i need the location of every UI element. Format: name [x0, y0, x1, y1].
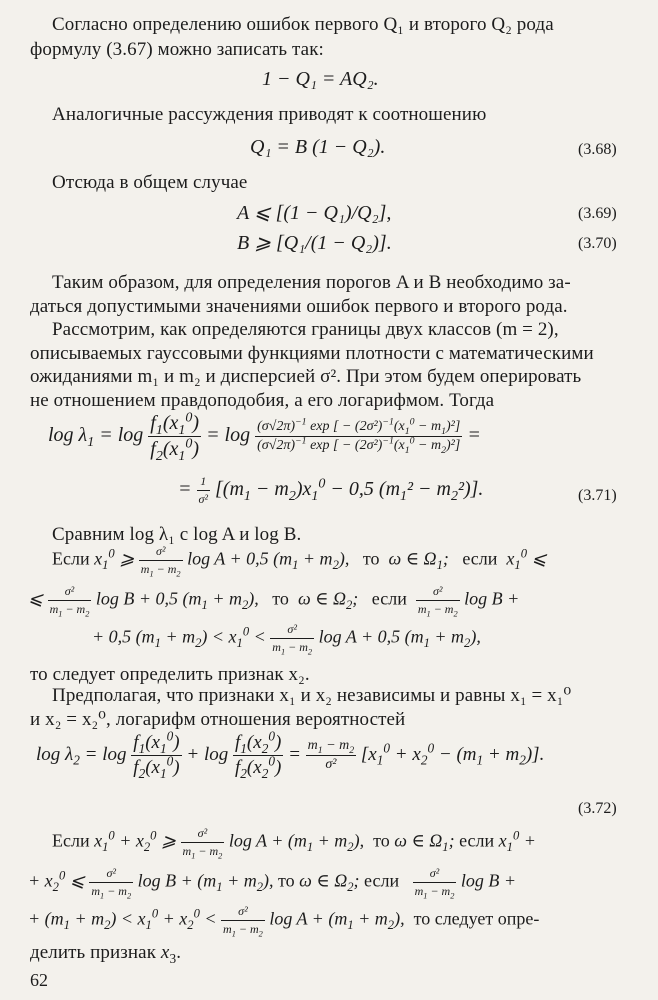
condition-line-1: Если $x_1^0$ ⩾ $\frac{\text{σ²}}{m_1 - m_2}$ log A + 0,5 $(m_1 + m_2)$, то ω ∈ $\Omega_1$; если $x_1^0$ ⩽ [52, 544, 547, 579]
condition2-line-1: Если $x_1^0 + x_2^0$ ⩾ $\frac{\text{σ²}}{m_1 - m_2}$ $\log A + (m_1 + m_2)$, то ω ∈ $\Omega_1$; если $x_1^0$ + [52, 826, 536, 861]
condition-line-2: ⩽ $\frac{\text{σ²}}{m_1 - m_2}$ log B + 0,5 $(m_1 + m_2)$, то ω ∈ $\Omega_2$; если $\frac{\text{σ²}}{m_1 - m_2}$ log B + [28, 584, 520, 619]
paragraph-line: Отсюда в общем случае [52, 172, 248, 193]
paragraph-line: не отношением правдоподобия, а его логарифмом. Тогда [30, 390, 495, 411]
condition-line-3: + 0,5 $(m_1 + m_2) < x_1^0$ < $\frac{\text{σ²}}{m_1 - m_2}$ log A + 0,5 $(m_1 + m_2)$, [92, 622, 481, 657]
equation-3-71-line-2: = $\frac{1}{\text{σ²}}$ [$(m_1 - m_2)x_1^0 - 0,5$ $(m_1^2 - m_2^2)$]. [178, 474, 484, 506]
paragraph-line: и x₂ = x₂⁰, логарифм отношения вероятностей [30, 709, 406, 730]
paragraph-line: ожиданиями m₁ и m₂ и дисперсией σ². При этом будем оперировать [30, 366, 582, 387]
equation: 1 − Q₁ = AQ₂. [262, 68, 379, 90]
equation-number: (3.68) [578, 141, 617, 158]
paragraph-line: Сравним log λ₁ с log A и log B. [52, 524, 302, 545]
paragraph-line: делить признак $x_3$. [30, 942, 182, 966]
equation-number: (3.70) [578, 235, 617, 252]
equation-number: (3.71) [578, 487, 617, 504]
paragraph-line: Согласно определению ошибок первого Q₁ и второго Q₂ рода [52, 14, 554, 35]
paragraph-line: описываемых гауссовыми функциями плотности с математическими [30, 343, 594, 364]
equation-3-72: $\log \lambda_2 = \log$ $\frac{f_1(x_1^0)}{f_2(x_1^0)}$ + log $\frac{f_1(x_2^0)}{f_2(x_2^0)}$ = $\frac{m_1 - m_2}{\text{σ²}}$ $[x_1^0 + x_2^0 - (m_1 + m_2)]$. [36, 728, 545, 781]
paragraph-line: Рассмотрим, как определяются границы двух классов (m = 2), [52, 319, 559, 340]
equation-3-70: B ⩾ [Q₁/(1 − Q₂)]. [237, 232, 392, 254]
equation-3-69: A ⩽ [(1 − Q₁)/Q₂], [237, 202, 392, 224]
paragraph-line: Аналогичные рассуждения приводят к соотношению [52, 104, 487, 125]
equation-number: (3.69) [578, 205, 617, 222]
paragraph-line: то следует определить признак x₂. [30, 664, 310, 685]
equation-number: (3.72) [578, 800, 617, 817]
paragraph-line: формулу (3.67) можно записать так: [30, 39, 324, 60]
equation-3-71-line-1: $\log \lambda_1 = \log$ $\frac{f_1(x_1^0)}{f_2(x_1^0)}$ = log $\frac{(\sigma√2\pi)^{-1} \exp [ - (2\sigma^2)^{-1}(x_1^0 - m_1)^2]}{(\sigma√2\pi)^{-1} \exp [ - (2\sigma^2)^{-1}(x_1^0 - m_2)^2]}$ = [48, 410, 481, 464]
paragraph-line: Предполагая, что признаки x₁ и x₂ независимы и равны x₁ = x₁⁰ [52, 685, 572, 706]
condition2-line-3: + $(m_1 + m_2) < x_1^0 + x_2^0$ < $\frac{\text{σ²}}{m_1 - m_2}$ $\log A + (m_1 + m_2)$, то следует опре- [28, 904, 540, 939]
page-number: 62 [30, 970, 48, 990]
condition2-line-2: + $x_2^0$ ⩽ $\frac{\text{σ²}}{m_1 - m_2}$ $\log B + (m_1 + m_2)$, то ω ∈ $\Omega_2$; если $\frac{\text{σ²}}{m_1 - m_2}$ log B + [28, 866, 517, 901]
paragraph-line: Таким образом, для определения порогов A и B необходимо за- [52, 272, 571, 293]
equation-3-68: Q₁ = B (1 − Q₂). [250, 136, 386, 158]
paragraph-line: даться допустимыми значениями ошибок первого и второго рода. [30, 296, 568, 317]
